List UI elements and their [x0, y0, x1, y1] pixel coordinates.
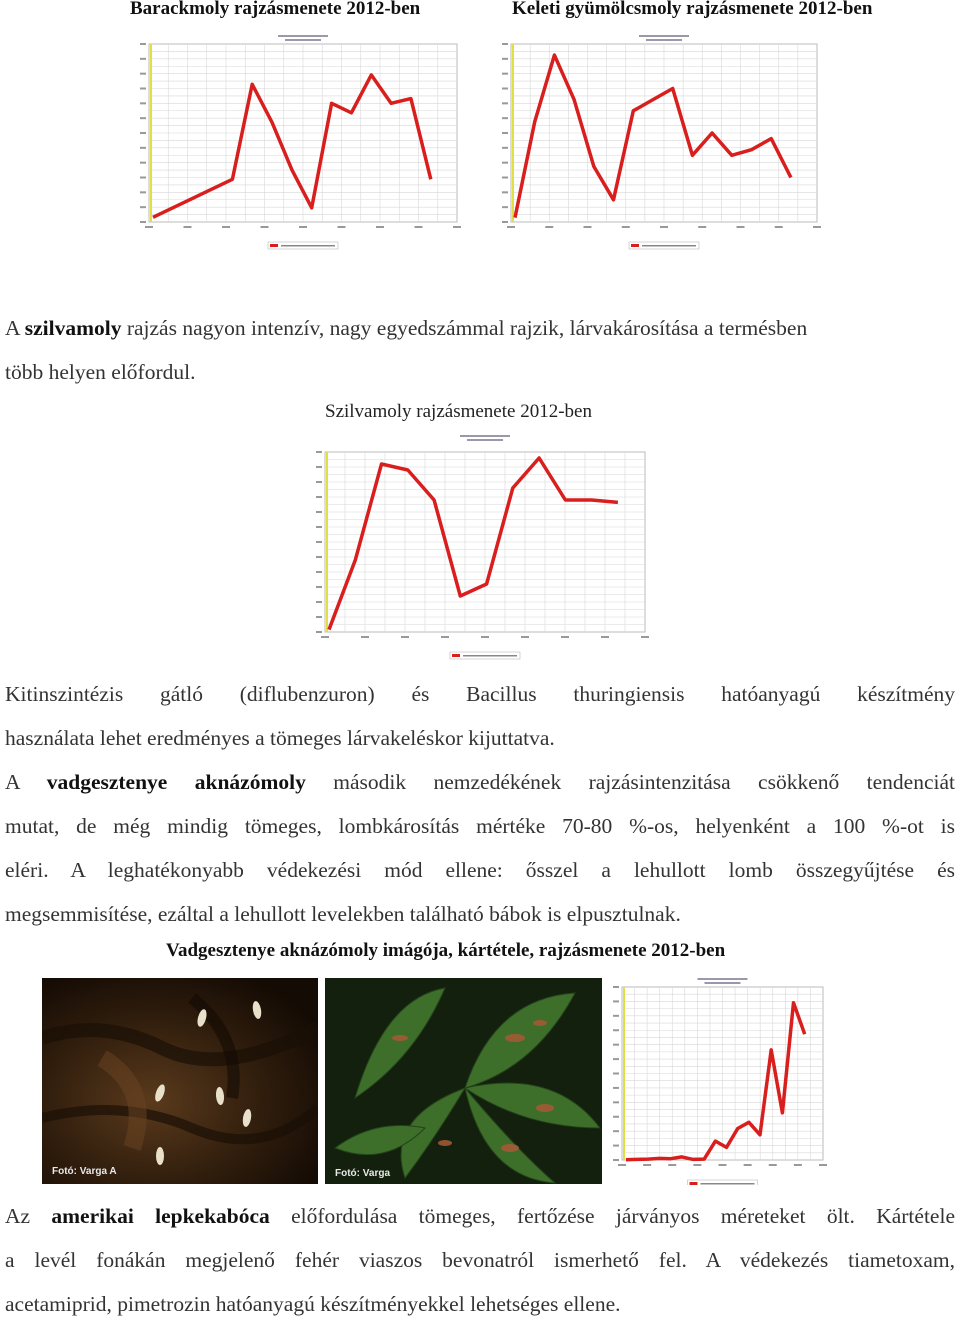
y-tick-label: [613, 1145, 619, 1147]
y-tick-label: [316, 601, 322, 603]
y-tick-label: [316, 511, 322, 513]
x-tick-label: [441, 636, 449, 638]
plum-moth-flight-chart: [305, 432, 655, 662]
photo-adult-moths-on-bark: [42, 978, 318, 1184]
y-tick-label: [613, 1073, 619, 1075]
y-tick-label: [316, 556, 322, 558]
bark-image: [42, 978, 318, 1184]
y-tick-label: [140, 162, 146, 164]
x-tick-label: [299, 226, 307, 228]
y-tick-label: [613, 1087, 619, 1089]
y-tick-label: [502, 191, 508, 193]
caption-peach-moth: Barackmoly rajzásmenete 2012-ben: [130, 0, 421, 19]
bold-term: vadgesztenye aknázómoly: [46, 770, 306, 794]
x-tick-label: [601, 636, 609, 638]
y-tick-label: [140, 177, 146, 179]
paragraph-leafhopper: [5, 1194, 955, 1326]
legend-swatch: [631, 244, 639, 247]
y-tick-label: [316, 571, 322, 573]
text-line: acetamiprid, pimetrozin hatóanyagú készítményekkel lehetséges ellene.: [5, 1292, 621, 1316]
paragraph-control-recommendation: [5, 672, 955, 760]
chart-header-mark: [639, 35, 689, 37]
x-tick-label: [145, 226, 153, 228]
caption-plum-moth: Szilvamoly rajzásmenete 2012-ben: [325, 401, 592, 422]
x-tick-label: [618, 1164, 626, 1166]
text-line: több helyen előfordul.: [5, 360, 196, 384]
y-tick-label: [140, 58, 146, 60]
text: A: [5, 316, 25, 340]
y-tick-label: [140, 73, 146, 75]
leaf-image: [325, 978, 602, 1184]
y-tick-label: [502, 221, 508, 223]
y-tick-label: [613, 1130, 619, 1132]
y-tick-label: [613, 1044, 619, 1046]
text: Az: [5, 1204, 52, 1228]
y-tick-label: [140, 43, 146, 45]
x-tick-label: [184, 226, 192, 228]
chart-header-mark: [646, 39, 682, 41]
y-tick-label: [140, 117, 146, 119]
y-tick-label: [316, 616, 322, 618]
x-tick-label: [222, 226, 230, 228]
text-line: a levél fonákán megjelenő fehér viaszos bevonatról ismerhető fel. A védekezés tiametoxam,: [5, 1248, 955, 1272]
x-tick-label: [719, 1164, 727, 1166]
x-tick-label: [819, 1164, 827, 1166]
y-tick-label: [613, 1101, 619, 1103]
text-line: eléri. A leghatékonyabb védekezési mód ellene: ősszel a lehullott lomb összegyűjtése és: [5, 858, 955, 882]
chart-header-mark: [467, 439, 503, 441]
legend-label: [701, 1183, 755, 1185]
x-tick-label: [545, 226, 553, 228]
legend-swatch: [270, 244, 278, 247]
x-tick-label: [361, 636, 369, 638]
chart-svg: [305, 432, 655, 662]
peach-moth-flight-chart: [137, 32, 467, 254]
chart-header-mark: [698, 978, 748, 980]
x-tick-label: [643, 1164, 651, 1166]
x-tick-label: [584, 226, 592, 228]
chart-svg: [137, 32, 467, 254]
legend-label: [463, 655, 517, 657]
y-tick-label: [316, 631, 322, 633]
y-tick-label: [316, 586, 322, 588]
y-tick-label: [140, 191, 146, 193]
bold-term: szilvamoly: [24, 316, 122, 340]
y-tick-label: [613, 1000, 619, 1002]
chart-header-mark: [705, 982, 741, 984]
legend-swatch: [690, 1182, 698, 1185]
x-tick-label: [321, 636, 329, 638]
x-tick-label: [769, 1164, 777, 1166]
x-tick-label: [737, 226, 745, 228]
y-tick-label: [613, 986, 619, 988]
text-line: Kitinszintézis gátló (diflubenzuron) és Bacillus thuringiensis hatóanyagú készítmény: [5, 682, 955, 706]
x-tick-label: [668, 1164, 676, 1166]
y-tick-label: [502, 58, 508, 60]
x-tick-label: [507, 226, 515, 228]
text-line: mutat, de még mindig tömeges, lombkárosítás mértéke 70-80 %-os, helyenként a 100 %-ot is: [5, 814, 955, 838]
y-tick-label: [140, 102, 146, 104]
y-tick-label: [613, 1159, 619, 1161]
x-tick-label: [693, 1164, 701, 1166]
y-tick-label: [502, 43, 508, 45]
y-tick-label: [502, 73, 508, 75]
y-tick-label: [613, 1058, 619, 1060]
caption-horse-chestnut-leafminer: Vadgesztenye aknázómoly imágója, kártétele, rajzásmenete 2012-ben: [166, 940, 726, 961]
legend-swatch: [452, 654, 460, 657]
text-line: megsemmisítése, ezáltal a lehullott levelekben található bábok is elpusztulnak.: [5, 902, 681, 926]
photo-credit: Fotó: Varga: [335, 1168, 391, 1179]
paragraph-plum-moth: [5, 306, 955, 394]
bold-term: amerikai lepkekabóca: [51, 1204, 270, 1228]
oriental-fruit-moth-flight-chart: [497, 32, 827, 254]
photo-leaf-damage: [325, 978, 602, 1184]
x-tick-label: [660, 226, 668, 228]
y-tick-label: [316, 481, 322, 483]
x-tick-label: [794, 1164, 802, 1166]
y-tick-label: [613, 1116, 619, 1118]
chart-svg: [497, 32, 827, 254]
caption-oriental-fruit-moth: Keleti gyümölcsmoly rajzásmenete 2012-ben: [512, 0, 873, 19]
y-tick-label: [140, 221, 146, 223]
text: A: [5, 770, 47, 794]
legend-label: [642, 245, 696, 247]
y-tick-label: [502, 88, 508, 90]
y-tick-label: [502, 162, 508, 164]
legend-label: [281, 245, 335, 247]
x-tick-label: [813, 226, 821, 228]
x-tick-label: [744, 1164, 752, 1166]
chart-header-mark: [460, 435, 510, 437]
x-tick-label: [622, 226, 630, 228]
x-tick-label: [401, 636, 409, 638]
x-tick-label: [641, 636, 649, 638]
y-tick-label: [502, 102, 508, 104]
horse-chestnut-leafminer-flight-chart: [608, 975, 833, 1185]
photo-credit: Fotó: Varga A: [52, 1166, 117, 1177]
chart-header-mark: [285, 39, 321, 41]
y-tick-label: [316, 466, 322, 468]
y-tick-label: [613, 1029, 619, 1031]
y-tick-label: [316, 496, 322, 498]
chart-header-mark: [278, 35, 328, 37]
text: előfordulása tömeges, fertőzése járványos méreteket ölt. Kártétele: [269, 1204, 955, 1228]
y-tick-label: [316, 526, 322, 528]
text: második nemzedékének rajzásintenzitása csökkenő tendenciát: [305, 770, 955, 794]
y-tick-label: [502, 177, 508, 179]
y-tick-label: [140, 206, 146, 208]
y-tick-label: [502, 206, 508, 208]
x-tick-label: [261, 226, 269, 228]
y-tick-label: [140, 147, 146, 149]
y-tick-label: [316, 541, 322, 543]
text-line: használata lehet eredményes a tömeges lárvakeléskor kijuttatva.: [5, 726, 555, 750]
x-tick-label: [698, 226, 706, 228]
x-tick-label: [561, 636, 569, 638]
y-tick-label: [502, 117, 508, 119]
x-tick-label: [775, 226, 783, 228]
y-tick-label: [140, 88, 146, 90]
x-tick-label: [415, 226, 423, 228]
x-tick-label: [338, 226, 346, 228]
x-tick-label: [521, 636, 529, 638]
y-tick-label: [502, 147, 508, 149]
x-tick-label: [376, 226, 384, 228]
y-tick-label: [502, 132, 508, 134]
chart-svg: [608, 975, 833, 1185]
x-tick-label: [453, 226, 461, 228]
x-tick-label: [481, 636, 489, 638]
y-tick-label: [140, 132, 146, 134]
y-tick-label: [316, 451, 322, 453]
paragraph-horse-chestnut-leafminer: [5, 760, 955, 936]
text: rajzás nagyon intenzív, nagy egyedszámmal rajzik, lárvakárosítása a termésben: [121, 316, 808, 340]
y-tick-label: [613, 1015, 619, 1017]
